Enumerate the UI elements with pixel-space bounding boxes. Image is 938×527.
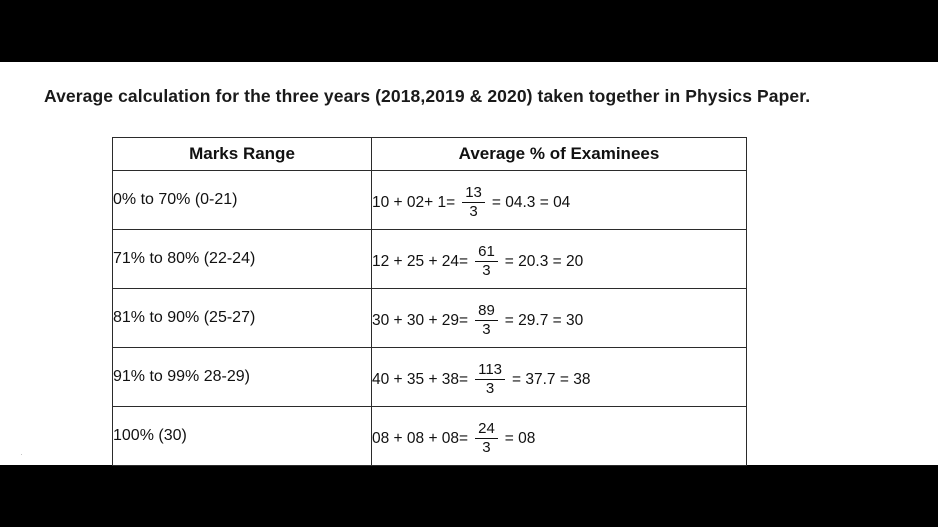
cell-marks-range: 81% to 90% (25-27)	[113, 289, 372, 348]
cell-average-calculation	[372, 348, 747, 407]
calculation-expression	[372, 180, 570, 221]
fraction	[475, 421, 498, 456]
fraction-denominator: 3	[482, 320, 491, 338]
sum-text: 40 + 35 + 38=	[372, 371, 469, 389]
column-header-marks-range: Marks Range	[113, 138, 372, 171]
cell-marks-range: 71% to 80% (22-24)	[113, 230, 372, 289]
sum-text: 08 + 08 + 08=	[372, 430, 469, 448]
cell-marks-range: 100% (30)	[113, 407, 372, 466]
cell-average-calculation	[372, 230, 747, 289]
sum-text: 12 + 25 + 24=	[372, 253, 469, 271]
table-row	[113, 407, 747, 466]
fraction-numerator: 13	[465, 183, 482, 201]
table-header-row	[113, 138, 747, 171]
column-header-average-examinees: Average % of Examinees	[372, 138, 747, 171]
result-text: = 08	[504, 430, 536, 448]
cell-marks-range: 0% to 70% (0-21)	[113, 171, 372, 230]
fraction-denominator: 3	[482, 438, 491, 456]
fraction-denominator: 3	[482, 261, 491, 279]
corner-mark: ·	[20, 449, 23, 459]
page-title: Average calculation for the three years (2018,2019 & 2020) taken together in Physics Paper.	[44, 86, 811, 106]
result-text: = 04.3 = 04	[491, 194, 571, 212]
table-row	[113, 230, 747, 289]
fraction	[475, 362, 505, 397]
fraction-numerator: 61	[478, 242, 495, 260]
result-text: = 29.7 = 30	[504, 312, 584, 330]
table-row	[113, 289, 747, 348]
calculation-expression	[372, 298, 583, 339]
fraction-denominator: 3	[469, 202, 478, 220]
cell-average-calculation	[372, 407, 747, 466]
result-text: = 37.7 = 38	[512, 371, 591, 389]
table-row	[113, 348, 747, 407]
table-row	[113, 171, 747, 230]
fraction	[462, 185, 485, 220]
fraction-denominator: 3	[485, 379, 495, 397]
fraction	[475, 244, 498, 279]
cell-average-calculation	[372, 171, 747, 230]
slide-canvas	[0, 62, 938, 465]
fraction-numerator: 24	[478, 419, 495, 437]
fraction-numerator: 89	[478, 301, 495, 319]
calculation-expression	[372, 357, 590, 398]
fraction	[475, 303, 498, 338]
cell-marks-range: 91% to 99% 28-29)	[113, 348, 372, 407]
fraction-numerator: 113	[478, 360, 503, 378]
result-text: = 20.3 = 20	[504, 253, 584, 271]
sum-text: 10 + 02+ 1=	[372, 194, 456, 212]
calculation-expression	[372, 239, 583, 280]
cell-average-calculation	[372, 289, 747, 348]
sum-text: 30 + 30 + 29=	[372, 312, 469, 330]
calculation-expression	[372, 416, 535, 457]
average-calculation-table	[112, 137, 747, 466]
